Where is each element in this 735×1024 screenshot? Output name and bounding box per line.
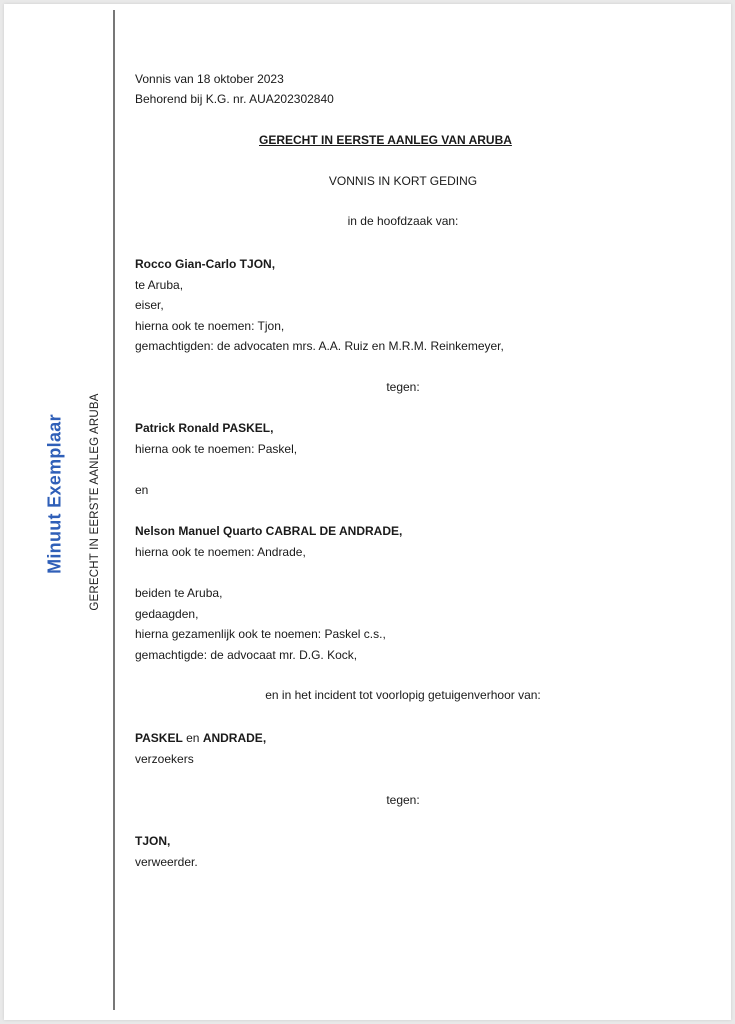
defendant2-alias: hierna ook te noemen: Andrade,	[135, 545, 306, 559]
petitioners-joiner: en	[182, 731, 203, 745]
judgment-date: Vonnis van 18 oktober 2023	[135, 72, 284, 86]
petitioner2-name: ANDRADE,	[202, 731, 267, 745]
against-label-2: tegen:	[386, 793, 420, 807]
court-title: GERECHT IN EERSTE AANLEG VAN ARUBA	[259, 133, 512, 147]
petitioners-names	[135, 731, 266, 745]
and-label: en	[135, 483, 149, 497]
incident-intro: en in het incident tot voorlopig getuigenverhoor van:	[265, 688, 541, 702]
defendant1-alias: hierna ook te noemen: Paskel,	[135, 442, 298, 456]
main-case-intro: in de hoofdzaak van:	[347, 214, 459, 228]
petitioners-role: verzoekers	[135, 752, 194, 766]
minuut-exemplaar-stamp: Minuut Exemplaar	[44, 414, 65, 574]
plaintiff-counsel: gemachtigden: de advocaten mrs. A.A. Ruiz en M.R.M. Reinkemeyer,	[135, 339, 504, 353]
defendant1-name: Patrick Ronald PASKEL,	[135, 421, 274, 435]
margin-rule	[113, 10, 115, 1010]
against-label-1: tegen:	[386, 380, 420, 394]
case-number: Behorend bij K.G. nr. AUA202302840	[135, 92, 334, 106]
document-page	[4, 4, 731, 1020]
plaintiff-role: eiser,	[135, 298, 164, 312]
court-vertical-label: GERECHT IN EERSTE AANLEG ARUBA	[89, 393, 101, 611]
defendants-role: gedaagden,	[135, 607, 199, 621]
defendant2-name: Nelson Manuel Quarto CABRAL DE ANDRADE,	[135, 524, 403, 538]
plaintiff-alias: hierna ook te noemen: Tjon,	[135, 319, 285, 333]
defendants-place: beiden te Aruba,	[135, 586, 223, 600]
defendants-counsel: gemachtigde: de advocaat mr. D.G. Kock,	[135, 648, 358, 662]
respondent-role: verweerder.	[135, 855, 198, 869]
respondent-name: TJON,	[135, 834, 171, 848]
plaintiff-name: Rocco Gian-Carlo TJON,	[135, 257, 276, 271]
plaintiff-place: te Aruba,	[135, 278, 184, 292]
petitioner1-name: PASKEL	[135, 731, 183, 745]
defendants-alias: hierna gezamenlijk ook te noemen: Paskel c.s.,	[135, 627, 386, 641]
document-type: VONNIS IN KORT GEDING	[328, 174, 478, 188]
